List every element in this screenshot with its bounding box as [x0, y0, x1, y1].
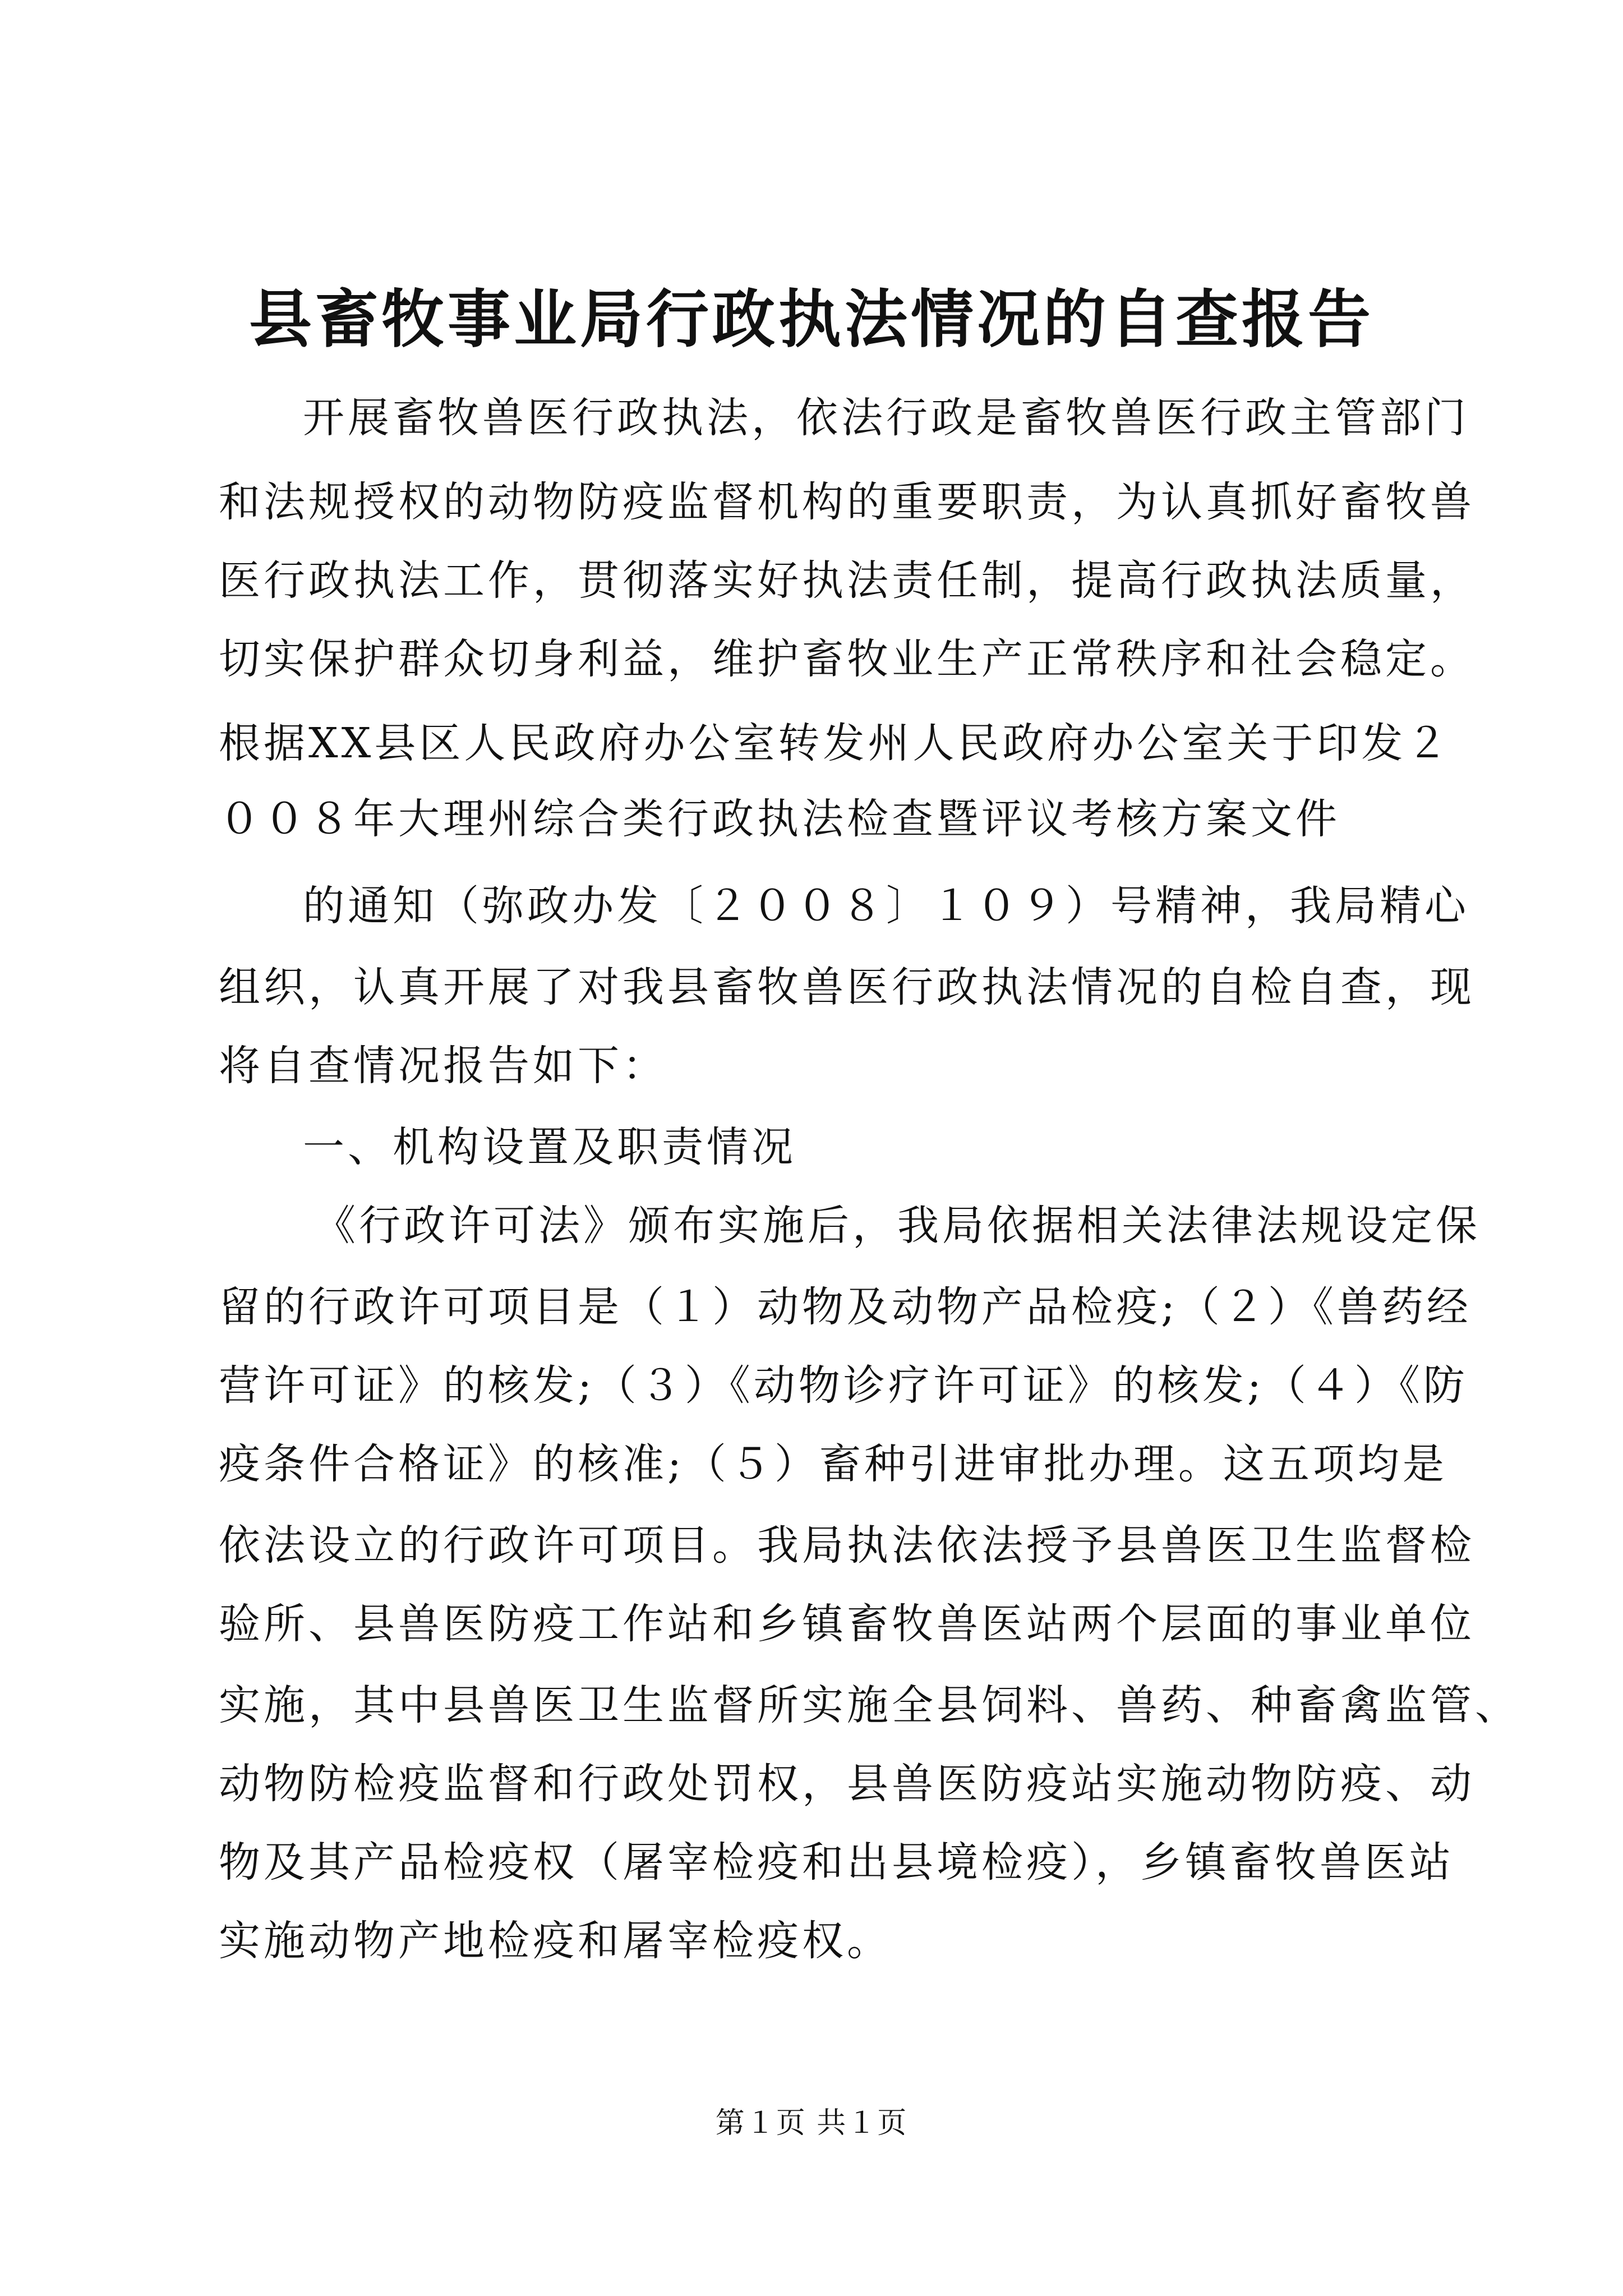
body-line: 和法规授权的动物防疫监督机构的重要职责，为认真抓好畜牧兽: [219, 478, 1475, 526]
body-line: 组织，认真开展了对我县畜牧兽医行政执法情况的自检自查，现: [219, 963, 1475, 1011]
body-line: 开展畜牧兽医行政执法，依法行政是畜牧兽医行政主管部门: [303, 394, 1469, 442]
body-line: 的通知（弥政办发〔２００８〕１０９）号精神，我局精心: [303, 882, 1469, 930]
body-line: 物及其产品检疫权（屠宰检疫和出县境检疫），乡镇畜牧兽医站: [219, 1838, 1454, 1887]
section-heading: 一、机构设置及职责情况: [303, 1123, 796, 1171]
page-footer: 第１页 共１页: [715, 2106, 908, 2140]
body-line: 切实保护群众切身利益，维护畜牧业生产正常秩序和社会稳定。: [219, 635, 1475, 683]
body-line: 将自查情况报告如下：: [219, 1042, 667, 1090]
body-line: ００８年大理州综合类行政执法检查暨评议考核方案文件: [219, 795, 1340, 843]
body-line: 依法设立的行政许可项目。我局执法依法授予县兽医卫生监督检: [219, 1521, 1475, 1570]
body-line: 医行政执法工作，贯彻落实好执法责任制，提高行政执法质量，: [219, 556, 1475, 605]
body-line: 实施动物产地检疫和屠宰检疫权。: [219, 1917, 892, 1965]
document-title: 县畜牧事业局行政执法情况的自查报告: [249, 283, 1374, 356]
body-line: 《行政许可法》颁布实施后，我局依据相关法律法规设定保: [314, 1202, 1481, 1250]
body-line: 根据XX县区人民政府办公室转发州人民政府办公室关于印发２: [219, 719, 1451, 767]
body-line: 营许可证》的核发;（３）《动物诊疗许可证》的核发;（４）《防: [219, 1361, 1468, 1410]
body-line: 疫条件合格证》的核准;（５）畜种引进审批办理。这五项均是: [219, 1440, 1447, 1488]
body-line: 实施，其中县兽医卫生监督所实施全县饲料、兽药、种畜禽监管、: [219, 1681, 1520, 1729]
body-line: 验所、县兽医防疫工作站和乡镇畜牧兽医站两个层面的事业单位: [219, 1600, 1475, 1648]
body-line: 动物防检疫监督和行政处罚权，县兽医防疫站实施动物防疫、动: [219, 1760, 1475, 1808]
body-line: 留的行政许可项目是（１）动物及动物产品检疫;（２）《兽药经: [219, 1283, 1472, 1331]
